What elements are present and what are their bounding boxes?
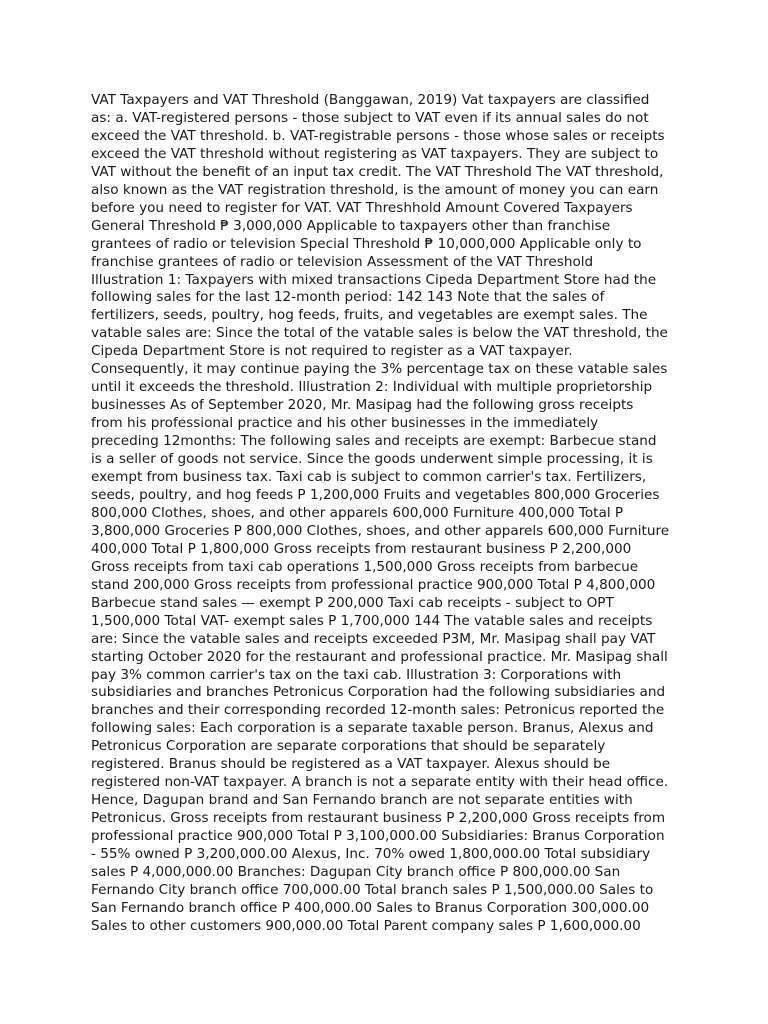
text-line: Petronicus Corporation are separate corporations that should be separately — [91, 738, 606, 755]
text-line: exempt from business tax. Taxi cab is subject to common carrier's tax. Fertilizers, — [91, 469, 647, 486]
text-line: VAT without the benefit of an input tax credit. The VAT Threshold The VAT threshold, — [91, 163, 664, 180]
text-line: exceed the VAT threshold without registering as VAT taxpayers. They are subject to — [91, 145, 659, 162]
text-line: exceed the VAT threshold. b. VAT-registrable persons - those whose sales or receipts — [91, 127, 665, 144]
text-line: branches and their corresponding recorded 12-month sales: Petronicus reported the — [91, 702, 665, 719]
text-line: 3,800,000 Groceries P 800,000 Clothes, shoes, and other apparels 600,000 Furniture — [91, 522, 670, 539]
text-line: pay 3% common carrier's tax on the taxi cab. Illustration 3: Corporations with — [91, 666, 622, 683]
text-line: preceding 12months: The following sales and receipts are exempt: Barbecue stand — [91, 433, 657, 450]
text-line: Consequently, it may continue paying the 3% percentage tax on these vatable sales — [91, 361, 668, 378]
text-line: vatable sales are: Since the total of the vatable sales is below the VAT threshold, the — [91, 325, 668, 342]
document-body — [91, 92, 691, 936]
text-line: Petronicus. Gross receipts from restaurant business P 2,200,000 Gross receipts from — [91, 810, 666, 827]
text-line: Fernando City branch office 700,000.00 Total branch sales P 1,500,000.00 Sales to — [91, 881, 654, 898]
text-line: as: a. VAT-registered persons - those subject to VAT even if its annual sales do not — [91, 109, 649, 126]
text-line: sales P 4,000,000.00 Branches: Dagupan City branch office P 800,000.00 San — [91, 863, 621, 880]
text-line: Hence, Dagupan brand and San Fernando branch are not separate entities with — [91, 792, 633, 809]
text-line: Barbecue stand sales — exempt P 200,000 Taxi cab receipts - subject to OPT — [91, 594, 614, 611]
text-line: registered non-VAT taxpayer. A branch is not a separate entity with their head office. — [91, 774, 669, 791]
text-line: also known as the VAT registration threshold, is the amount of money you can earn — [91, 181, 659, 198]
text-line: is a seller of goods not service. Since the goods underwent simple processing, it is — [91, 451, 653, 468]
text-line: VAT Taxpayers and VAT Threshold (Banggawan, 2019) Vat taxpayers are classified — [91, 92, 650, 108]
text-line: - 55% owned P 3,200,000.00 Alexus, Inc. 70% owed 1,800,000.00 Total subsidiary — [91, 846, 651, 863]
text-line: Sales to other customers 900,000.00 Total Parent company sales P 1,600,000.00 — [91, 917, 641, 934]
text-line: until it exceeds the threshold. Illustration 2: Individual with multiple proprietorship — [91, 379, 653, 396]
text-line: from his professional practice and his other businesses in the immediately — [91, 415, 599, 432]
text-line: fertilizers, seeds, poultry, hog feeds, fruits, and vegetables are exempt sales. The — [91, 307, 648, 324]
text-line: 800,000 Clothes, shoes, and other apparels 600,000 Furniture 400,000 Total P — [91, 504, 624, 521]
text-line: 1,500,000 Total VAT- exempt sales P 1,700,000 144 The vatable sales and receipts — [91, 612, 653, 629]
text-line: 400,000 Total P 1,800,000 Gross receipts from restaurant business P 2,200,000 — [91, 540, 632, 557]
text-line: following sales: Each corporation is a separate taxable person. Branus, Alexus and — [91, 720, 654, 737]
text-line: Cipeda Department Store is not required to register as a VAT taxpayer. — [91, 343, 573, 360]
text-line: are: Since the vatable sales and receipts exceeded P3M, Mr. Masipag shall pay VAT — [91, 630, 656, 647]
text-line: Illustration 1: Taxpayers with mixed transactions Cipeda Department Store had the — [91, 271, 657, 288]
text-line: businesses As of September 2020, Mr. Masipag had the following gross receipts — [91, 397, 634, 414]
text-line: following sales for the last 12-month period: 142 143 Note that the sales of — [91, 289, 605, 306]
text-line: starting October 2020 for the restaurant and professional practice. Mr. Masipag shall — [91, 648, 668, 665]
text-line: seeds, poultry, and hog feeds P 1,200,000 Fruits and vegetables 800,000 Groceries — [91, 486, 660, 503]
text-line: subsidiaries and branches Petronicus Corporation had the following subsidiaries and — [91, 684, 666, 701]
text-line: General Threshold ₱ 3,000,000 Applicable to taxpayers other than franchise — [91, 217, 611, 234]
text-line: grantees of radio or television Special Threshold ₱ 10,000,000 Applicable only to — [91, 235, 642, 252]
text-line: San Fernando branch office P 400,000.00 Sales to Branus Corporation 300,000.00 — [91, 899, 650, 916]
text-line: franchise grantees of radio or television Assessment of the VAT Threshold — [91, 253, 594, 270]
text-line: Gross receipts from taxi cab operations 1,500,000 Gross receipts from barbecue — [91, 558, 639, 575]
text-line: stand 200,000 Gross receipts from professional practice 900,000 Total P 4,800,000 — [91, 576, 656, 593]
text-line: professional practice 900,000 Total P 3,100,000.00 Subsidiaries: Branus Corporation — [91, 828, 665, 845]
text-line: registered. Branus should be registered as a VAT taxpayer. Alexus should be — [91, 756, 611, 773]
text-line: before you need to register for VAT. VAT Threshhold Amount Covered Taxpayers — [91, 199, 633, 216]
